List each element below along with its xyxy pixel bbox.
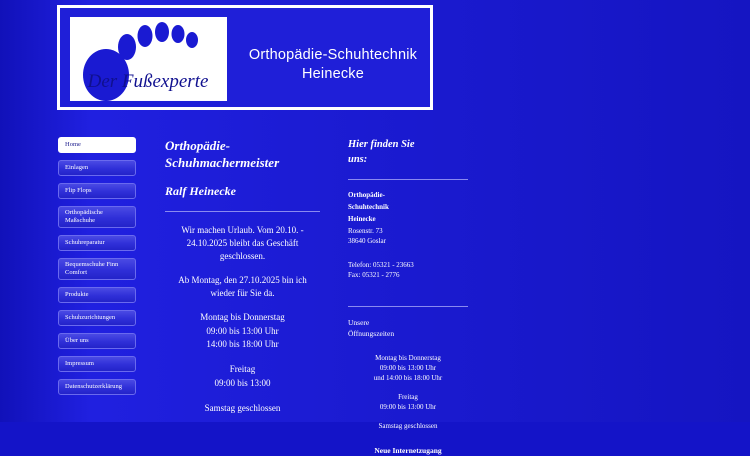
sidebar-item-label: Orthopädische Maßschuhe bbox=[65, 209, 103, 224]
divider bbox=[348, 179, 468, 180]
spacer bbox=[348, 412, 468, 421]
main-heading-line2: Schuhmachermeister bbox=[165, 155, 280, 170]
sidebar-item-flip-flops[interactable] bbox=[58, 183, 136, 199]
sidebar-item-label: Schuhreparatur bbox=[65, 239, 105, 246]
sidebar-right-contact bbox=[348, 137, 468, 456]
sidebar-item-label: Impressum bbox=[65, 360, 94, 367]
sidebar-item-produkte[interactable] bbox=[58, 287, 136, 303]
opening-hours-line: 14:00 bis 18:00 Uhr bbox=[206, 339, 279, 349]
main-heading-line1: Orthopädie- bbox=[165, 138, 230, 153]
sidebar-item-orthopaedische-massschuhe[interactable] bbox=[58, 206, 136, 228]
company-name-line2: Schuhtechnik bbox=[348, 203, 389, 211]
company-street: Rosenstr. 73 bbox=[348, 227, 383, 235]
right-hours-line: 09:00 bis 13:00 Uhr bbox=[379, 403, 437, 411]
opening-hours-title: Samstag geschlossen bbox=[204, 403, 281, 413]
sidebar-item-label: Bequemschuhe Finn Comfort bbox=[65, 261, 119, 276]
sidebar-item-label: Flip Flops bbox=[65, 187, 92, 194]
company-fax: Fax: 05321 - 2776 bbox=[348, 271, 400, 279]
opening-hours-block-1 bbox=[165, 311, 320, 351]
sidebar-item-schuhzurichtungen[interactable] bbox=[58, 310, 136, 326]
logo bbox=[70, 17, 227, 101]
vacation-notice-1: Wir machen Urlaub. Vom 20.10. - 24.10.2025 bleibt das Geschäft geschlossen. bbox=[181, 225, 304, 261]
spacer bbox=[348, 431, 468, 445]
sidebar-item-label: Über uns bbox=[65, 337, 89, 344]
opening-hours-heading-line1: Unsere bbox=[348, 318, 370, 327]
sidebar-item-ueber-uns[interactable] bbox=[58, 333, 136, 349]
opening-hours-title: Montag bis Donnerstag bbox=[200, 312, 285, 322]
main-heading bbox=[165, 137, 320, 171]
company-name-line3: Heinecke bbox=[348, 215, 376, 223]
sidebar-item-impressum[interactable] bbox=[58, 356, 136, 372]
right-hours-title: Samstag geschlossen bbox=[378, 422, 438, 430]
sidebar-item-bequemschuhe-finn-comfort[interactable] bbox=[58, 258, 136, 280]
right-hours-title: Montag bis Donnerstag bbox=[375, 354, 441, 362]
sidebar-item-label: Produkte bbox=[65, 291, 89, 298]
page-title-line2: Heinecke bbox=[301, 66, 365, 82]
sidebar-nav[interactable] bbox=[58, 137, 138, 402]
right-heading bbox=[348, 137, 468, 167]
page-title-line1: Orthopädie-Schuhtechnik bbox=[248, 47, 418, 63]
divider bbox=[165, 211, 320, 212]
sidebar-item-label: Home bbox=[65, 141, 81, 148]
sidebar-item-label: Datenschutzerklärung bbox=[65, 383, 123, 390]
company-city: 38640 Goslar bbox=[348, 237, 386, 245]
sidebar-item-home[interactable] bbox=[58, 137, 136, 153]
sidebar-item-label: Einlagen bbox=[65, 164, 89, 171]
opening-hours-block-2 bbox=[165, 363, 320, 390]
spacer bbox=[348, 246, 468, 260]
opening-hours-line: 09:00 bis 13:00 bbox=[214, 378, 271, 388]
company-name-line1: Orthopädie- bbox=[348, 191, 385, 199]
site-header bbox=[57, 5, 433, 110]
right-hours-title: Freitag bbox=[398, 393, 418, 401]
spacer bbox=[348, 339, 468, 353]
news-heading: Neue Internetzugang bbox=[374, 446, 442, 455]
main-content bbox=[165, 137, 320, 427]
right-hours-line: und 14:00 bis 18:00 Uhr bbox=[373, 374, 443, 382]
sidebar-item-einlagen[interactable] bbox=[58, 160, 136, 176]
right-hours-line: 09:00 bis 13:00 Uhr bbox=[379, 364, 437, 372]
sidebar-item-label: Schuhzurichtungen bbox=[65, 314, 116, 321]
opening-hours-line: 09:00 bis 13:00 Uhr bbox=[206, 326, 279, 336]
company-phone: Telefon: 05321 - 23663 bbox=[348, 261, 414, 269]
page-title bbox=[235, 46, 431, 84]
opening-hours-title: Freitag bbox=[229, 364, 256, 374]
sidebar-item-datenschutzerklaerung[interactable] bbox=[58, 379, 136, 395]
right-heading-line2: uns: bbox=[348, 154, 368, 165]
footprint-logo-icon bbox=[70, 17, 227, 101]
opening-hours-heading-line2: Öffnungszeiten bbox=[348, 329, 395, 338]
spacer bbox=[348, 280, 468, 294]
opening-hours-block-3 bbox=[165, 402, 320, 415]
right-heading-line1: Hier finden Sie bbox=[348, 139, 415, 150]
divider bbox=[348, 306, 468, 307]
vacation-notice-2: Ab Montag, den 27.10.2025 bin ich wieder für Sie da. bbox=[178, 275, 307, 298]
main-subheading: Ralf Heinecke bbox=[165, 184, 236, 198]
spacer bbox=[348, 383, 468, 392]
sidebar-item-schuhreparatur[interactable] bbox=[58, 235, 136, 251]
logo-text: Der Fußexperte bbox=[87, 71, 209, 92]
